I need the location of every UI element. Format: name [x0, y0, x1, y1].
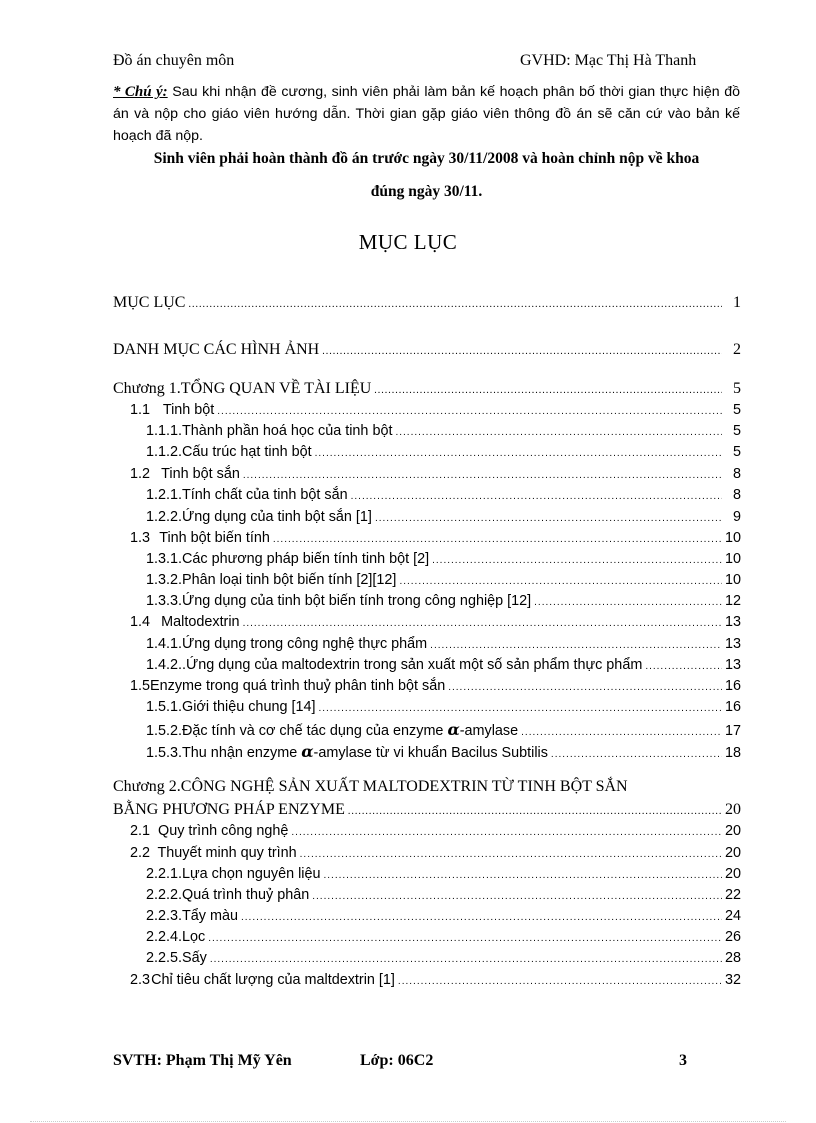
toc-entry-page: 12	[724, 593, 741, 609]
toc-entry-1-4[interactable]	[113, 614, 741, 635]
toc-entry-page: 9	[732, 509, 741, 525]
toc-entry-page: 10	[724, 530, 741, 546]
toc-entry-1-1-2[interactable]	[113, 444, 741, 465]
toc-entry-2-2[interactable]	[113, 845, 741, 866]
leader-dots	[300, 849, 722, 860]
toc-entry-1-3[interactable]	[113, 530, 741, 551]
toc-entry-page: 13	[724, 636, 741, 652]
toc-entry-2-3[interactable]	[113, 972, 741, 993]
document-header-left: Đồ án chuyên môn	[113, 52, 235, 69]
deadline-line-2: đúng ngày 30/11.	[370, 183, 483, 200]
toc-entry-page: 26	[724, 929, 741, 945]
toc-entry-number: 1.3.3.	[146, 593, 183, 609]
toc-entry-1-2-1[interactable]	[113, 487, 741, 508]
toc-entry-label: MỤC LỤC	[113, 294, 186, 311]
toc-entry-chapter-1[interactable]	[113, 380, 741, 401]
leader-dots	[318, 703, 722, 714]
toc-entry-label	[182, 742, 548, 761]
toc-entry-page: 24	[724, 908, 741, 924]
toc-entry-1-5-3[interactable]	[113, 742, 741, 763]
leader-dots	[398, 976, 722, 987]
toc-entry-1-2[interactable]	[113, 466, 741, 487]
leader-dots	[273, 534, 722, 545]
leader-dots	[323, 870, 722, 881]
toc-entry-1-3-3[interactable]	[113, 593, 741, 614]
deadline-line-1: Sinh viên phải hoàn thành đồ án trước ngày 30/11/2008 và hoàn chỉnh nộp về khoa	[153, 150, 700, 167]
toc-entry-label: Tinh bột sắn	[161, 466, 240, 482]
toc-title: MỤC LỤC	[358, 230, 458, 254]
toc-entry-danh-muc[interactable]	[113, 341, 741, 362]
toc-entry-2-2-3[interactable]	[113, 908, 741, 929]
toc-entry-label: Ứng dụng trong công nghệ thực phẩm	[182, 636, 428, 652]
toc-entry-label: Ứng dụng của tinh bột sắn [1]	[182, 509, 372, 525]
toc-entry-number: 1.5.3.	[146, 745, 183, 761]
toc-entry-number: 2.1	[130, 823, 151, 839]
leader-dots	[374, 385, 722, 396]
toc-entry-number: 2.2.1.	[146, 866, 183, 882]
leader-dots	[521, 727, 722, 738]
note-text: Sau khi nhận đề cương, sinh viên phải làm bản kế hoạch phân bố thời gian thực hiện đồ án và nộp cho giáo viên hướng dẫn. Thời gian gặp giáo viên thông đồ án sẽ căn cứ vào bản kế hoạch đã nộp.	[113, 84, 741, 144]
toc-entry-page: 8	[732, 466, 741, 482]
leader-dots	[430, 640, 722, 651]
toc-entry-1-2-2[interactable]	[113, 509, 741, 530]
toc-entry-chapter-2[interactable]	[113, 801, 741, 822]
leader-dots	[534, 597, 722, 608]
leader-dots	[210, 954, 722, 965]
leader-dots	[645, 661, 722, 672]
alpha-symbol: α	[301, 742, 314, 761]
toc-entry-1-1-1[interactable]	[113, 423, 741, 444]
toc-entry-label: Phân loại tinh bột biến tính [2][12]	[182, 572, 397, 588]
toc-entry-number: 2.3	[130, 972, 151, 988]
footer-page-number: 3	[679, 1052, 687, 1069]
toc-entry-number: 1.4.2.	[146, 657, 183, 673]
note-paragraph	[113, 81, 740, 147]
leader-dots	[448, 682, 722, 693]
toc-entry-label: Lọc	[182, 929, 206, 945]
toc-entry-number: 1.1.1.	[146, 423, 183, 439]
leader-dots	[208, 933, 722, 944]
toc-entry-page: 13	[724, 614, 741, 630]
toc-entry-2-2-4[interactable]	[113, 929, 741, 950]
toc-entry-label: Sấy	[182, 950, 207, 966]
toc-entry-number: 1.5.2.	[146, 723, 183, 739]
leader-dots	[322, 346, 722, 357]
toc-entry-label: Giới thiệu chung [14]	[182, 699, 316, 715]
footer-student: SVTH: Phạm Thị Mỹ Yên	[113, 1052, 292, 1069]
toc-entry-page: 5	[732, 423, 741, 439]
toc-entry-1-5-1[interactable]	[113, 699, 741, 720]
document-header-right: GVHD: Mạc Thị Hà Thanh	[520, 52, 697, 69]
toc-entry-label	[182, 720, 518, 739]
toc-entry-page: 10	[724, 572, 741, 588]
leader-dots	[217, 406, 722, 417]
leader-dots	[348, 806, 722, 817]
toc-entry-label: Quy trình công nghệ	[158, 823, 289, 839]
leader-dots	[551, 749, 722, 760]
toc-entry-number: 1.4.1.	[146, 636, 183, 652]
toc-entry-number: 1.1.2.	[146, 444, 183, 460]
toc-entry-number: 1.4	[130, 614, 151, 630]
toc-entry-label: Chỉ tiêu chất lượng của maltdextrin [1]	[151, 972, 395, 988]
toc-entry-label-part: Đặc tính và cơ chế tác dụng của enzyme	[182, 723, 448, 739]
note-label: * Chú ý:	[113, 84, 168, 100]
toc-entry-label-part: -amylase	[459, 723, 519, 739]
toc-entry-label-part: -amylase từ vi khuẩn Bacilus Subtilis	[313, 745, 548, 761]
toc-entry-number: 1.1	[130, 402, 151, 418]
toc-entry-number: 1.3.2.	[146, 572, 183, 588]
toc-entry-label: Các phương pháp biến tính tinh bột [2]	[182, 551, 430, 567]
toc-entry-label: Quá trình thuỷ phân	[182, 887, 310, 903]
toc-entry-number: 1.3	[130, 530, 151, 546]
toc-entry-page: 20	[725, 801, 741, 818]
leader-dots	[243, 470, 722, 481]
toc-entry-1-3-1[interactable]	[113, 551, 741, 572]
toc-entry-label: BẰNG PHƯƠNG PHÁP ENZYME	[113, 801, 345, 818]
leader-dots	[188, 299, 722, 310]
toc-entry-label-part: Thu nhận enzyme	[182, 745, 302, 761]
toc-entry-number: 2.2.3.	[146, 908, 183, 924]
toc-entry-label: Thành phần hoá học của tinh bột	[182, 423, 393, 439]
toc-entry-label: Thuyết minh quy trình	[157, 845, 297, 861]
toc-entry-1-4-1[interactable]	[113, 636, 741, 657]
toc-entry-2-2-5[interactable]	[113, 950, 741, 971]
toc-entry-label: Tính chất của tinh bột sắn	[182, 487, 348, 503]
toc-entry-number: 1.2	[130, 466, 151, 482]
leader-dots	[243, 618, 722, 629]
toc-entry-page: 5	[732, 444, 741, 460]
toc-entry-page: 28	[724, 950, 741, 966]
toc-entry-chapter-2-line-1[interactable]: Chương 2.CÔNG NGHỆ SẢN XUẤT MALTODEXTRIN TỪ TINH BỘT SẮN	[113, 778, 628, 795]
toc-entry-label: Tinh bột	[162, 402, 215, 418]
toc-entry-page: 32	[724, 972, 741, 988]
toc-entry-page: 5	[733, 380, 741, 397]
toc-entry-label: Lựa chọn nguyên liệu	[182, 866, 321, 882]
toc-entry-number: 1.3.1.	[146, 551, 183, 567]
toc-entry-2-1[interactable]	[113, 823, 741, 844]
toc-entry-label: DANH MỤC CÁC HÌNH ẢNH	[113, 341, 320, 358]
toc-entry-page: 20	[724, 845, 741, 861]
toc-entry-label: Ứng dụng của tinh bột biến tính trong công nghiệp [12]	[182, 593, 532, 609]
leader-dots	[399, 576, 722, 587]
toc-entry-page: 16	[724, 678, 741, 694]
toc-entry-1-4-2[interactable]	[113, 657, 741, 678]
toc-entry-1-3-2[interactable]	[113, 572, 741, 593]
footer-class: Lớp: 06C2	[360, 1052, 434, 1069]
toc-entry-label: Chương 1.TỔNG QUAN VỀ TÀI LIỆU	[113, 380, 372, 397]
leader-dots	[432, 555, 722, 566]
toc-entry-number: 2.2.5.	[146, 950, 183, 966]
leader-dots	[375, 513, 722, 524]
toc-entry-page: 1	[733, 294, 741, 311]
leader-dots	[395, 427, 722, 438]
toc-entry-page: 10	[724, 551, 741, 567]
toc-entry-page: 5	[732, 402, 741, 418]
toc-entry-page: 13	[724, 657, 741, 673]
toc-entry-1-5-2[interactable]	[113, 720, 741, 741]
toc-entry-page: 20	[724, 823, 741, 839]
toc-entry-label: .Ứng dụng của maltodextrin trong sản xuất một số sản phẩm thực phẩm	[182, 657, 643, 673]
toc-entry-number: 2.2.4.	[146, 929, 183, 945]
toc-entry-2-2-2[interactable]	[113, 887, 741, 908]
toc-entry-page: 17	[724, 723, 741, 739]
toc-entry-page: 16	[724, 699, 741, 715]
toc-entry-page: 20	[724, 866, 741, 882]
toc-entry-page: 18	[724, 745, 741, 761]
toc-entry-page: 8	[732, 487, 741, 503]
leader-dots	[291, 827, 722, 838]
toc-entry-2-2-1[interactable]	[113, 866, 741, 887]
leader-dots	[315, 448, 722, 459]
leader-dots	[241, 912, 722, 923]
toc-entry-number: 2.2.2.	[146, 887, 183, 903]
toc-entry-label: Tẩy màu	[182, 908, 238, 924]
leader-dots	[312, 891, 722, 902]
toc-entry-label: Tinh bột biến tính	[159, 530, 270, 546]
toc-entry-number: 2.2	[130, 845, 151, 861]
toc-entry-label: Maltodextrin	[161, 614, 240, 630]
toc-entry-page: 22	[724, 887, 741, 903]
page-bottom-border	[30, 1121, 786, 1122]
toc-entry-number: 1.2.2.	[146, 509, 183, 525]
toc-entry-label: Cấu trúc hạt tinh bột	[182, 444, 312, 460]
toc-entry-number: 1.5	[130, 678, 151, 694]
toc-entry-page: 2	[733, 341, 741, 358]
toc-entry-muc-luc[interactable]	[113, 294, 741, 315]
toc-entry-number: 1.5.1.	[146, 699, 183, 715]
toc-entry-label: Enzyme trong quá trình thuỷ phân tinh bột sắn	[150, 678, 446, 694]
toc-entry-1-1[interactable]	[113, 402, 741, 423]
leader-dots	[351, 491, 722, 502]
toc-entry-number: 1.2.1.	[146, 487, 183, 503]
alpha-symbol: α	[447, 720, 460, 739]
toc-entry-1-5[interactable]	[113, 678, 741, 699]
